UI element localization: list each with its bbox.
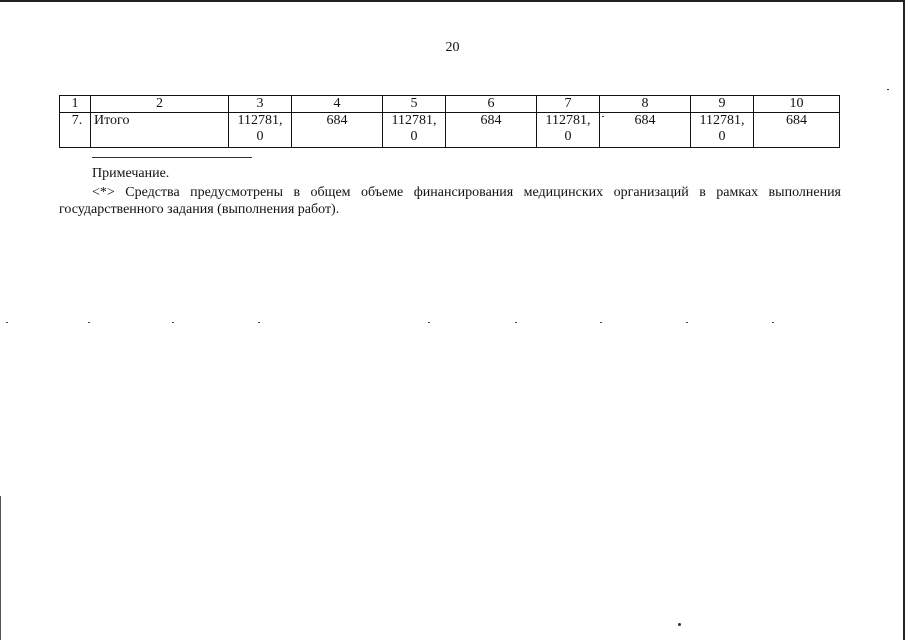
header-cell: 9 [691, 96, 754, 113]
table-header-row [60, 96, 840, 113]
scan-dot [428, 322, 430, 323]
header-cell: 4 [292, 96, 383, 113]
header-cell: 2 [91, 96, 229, 113]
scan-speck [678, 623, 681, 626]
header-cell: 6 [446, 96, 537, 113]
scan-dot [6, 322, 8, 323]
scan-dot-row [0, 322, 905, 326]
note-title: Примечание. [92, 166, 170, 181]
scan-dot [515, 322, 517, 323]
value-cell: 684 [600, 113, 691, 148]
scan-dot [686, 322, 688, 323]
scan-border-left [0, 496, 1, 640]
value-cell: 684 [292, 113, 383, 148]
value-cell: 112781, 0 [537, 113, 600, 148]
header-cell: 8 [600, 96, 691, 113]
value-cell: 684 [754, 113, 840, 148]
header-cell: 7 [537, 96, 600, 113]
page-number: 20 [445, 40, 460, 55]
row-number-cell: 7. [60, 113, 91, 148]
scan-speck [602, 116, 604, 117]
row-label-cell: Итого [91, 113, 229, 148]
scan-dot [772, 322, 774, 323]
summary-table [59, 95, 840, 148]
footnote-separator [92, 157, 252, 158]
scan-speck [887, 89, 889, 90]
value-cell: 112781, 0 [229, 113, 292, 148]
header-cell: 3 [229, 96, 292, 113]
note-text: <*> Средства предусмотрены в общем объеме финансирования медицинских организаций в рамках выполнения государственного задания (выполнения работ). [59, 185, 841, 217]
header-cell: 10 [754, 96, 840, 113]
scan-dot [88, 322, 90, 323]
value-cell: 684 [446, 113, 537, 148]
header-cell: 5 [383, 96, 446, 113]
scan-dot [600, 322, 602, 323]
scan-border-top [0, 0, 905, 2]
scan-dot [172, 322, 174, 323]
scan-dot [258, 322, 260, 323]
header-cell: 1 [60, 96, 91, 113]
value-cell: 112781, 0 [383, 113, 446, 148]
table-row [60, 113, 840, 148]
value-cell: 112781, 0 [691, 113, 754, 148]
